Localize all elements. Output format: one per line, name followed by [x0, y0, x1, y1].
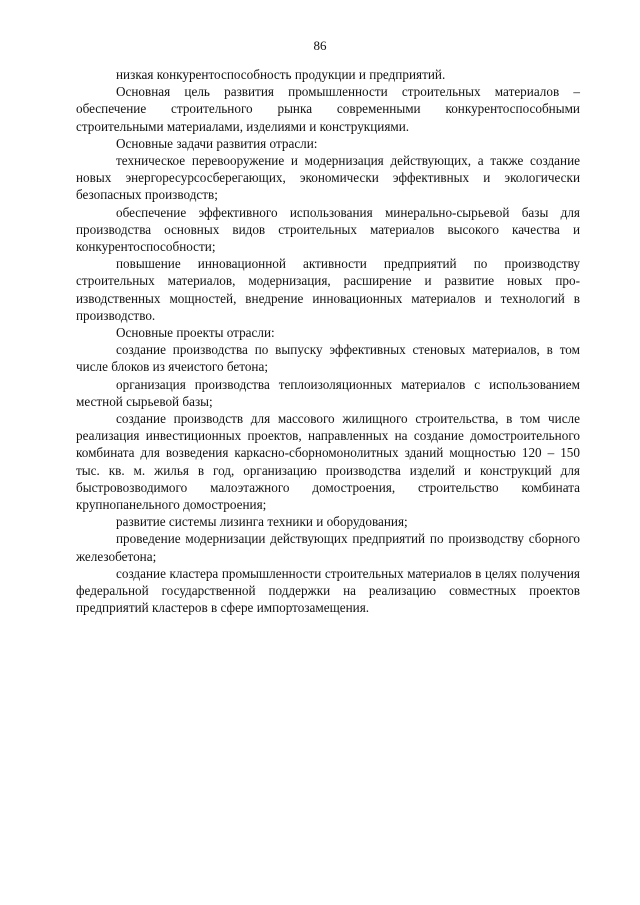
paragraph-tasks-heading: Основные задачи развития отрасли: [116, 135, 318, 151]
body-text [76, 66, 580, 617]
paragraph-project-housing: создание производств для массового жилищного строительства, в том числе реализация инвестиционных проектов, направленных на создание домостроительного комбината для возведения каркасно-сборномонолитных зданий мощностью 120 – 150 тыс. кв. м. жилья в год, организацию производства изделий и конструкций для быстровозводимого малоэтажного домостроения, строительство комбината крупнопанельного домостроения; [76, 411, 580, 513]
paragraph-project-insulation: организация производства теплоизоляционных материалов с использованием местной сырьевой базы; [76, 376, 580, 409]
paragraph-project-concrete: проведение модернизации действующих предприятий по производству сборного железобетона; [76, 531, 580, 564]
paragraph-project-wall-materials: создание производства по выпуску эффективных стеновых материалов, в том числе блоков из ячеистого бетона; [76, 342, 580, 375]
paragraph-projects-heading: Основные проекты отрасли: [116, 325, 275, 341]
paragraph-main-goal: Основная цель развития промышленности строительных материалов – обеспечение строительного рынка современными конкурентоспособными строительными материалами, изделиями и конструкциями. [76, 84, 580, 134]
paragraph-task-innovation: повышение инновационной активности предприятий по производству строительных материалов, модернизация, расширение и развитие новых производственных мощностей, внедрение инновационных материалов и технологий в производство. [76, 256, 580, 323]
paragraph-continuation: низкая конкурентоспособность продукции и предприятий. [116, 67, 446, 82]
paragraph-task-reequipment: техническое перевооружение и модернизация действующих, а также создание новых энергоресурсосберегающих, экономически эффективных и экологически безопасных производств; [76, 153, 580, 203]
paragraph-project-cluster: создание кластера промышленности строительных материалов в целях получения федеральной государственной поддержки на реализацию совместных проектов предприятий кластеров в сфере импортозамещения. [76, 565, 580, 616]
paragraph-task-resource-base: обеспечение эффективного использования минерально-сырьевой базы для производства основных видов строительных материалов высокого качества и конкурентоспособности; [76, 204, 580, 255]
page-number: 86 [313, 38, 327, 53]
paragraph-project-leasing: развитие системы лизинга техники и оборудования; [116, 514, 408, 530]
